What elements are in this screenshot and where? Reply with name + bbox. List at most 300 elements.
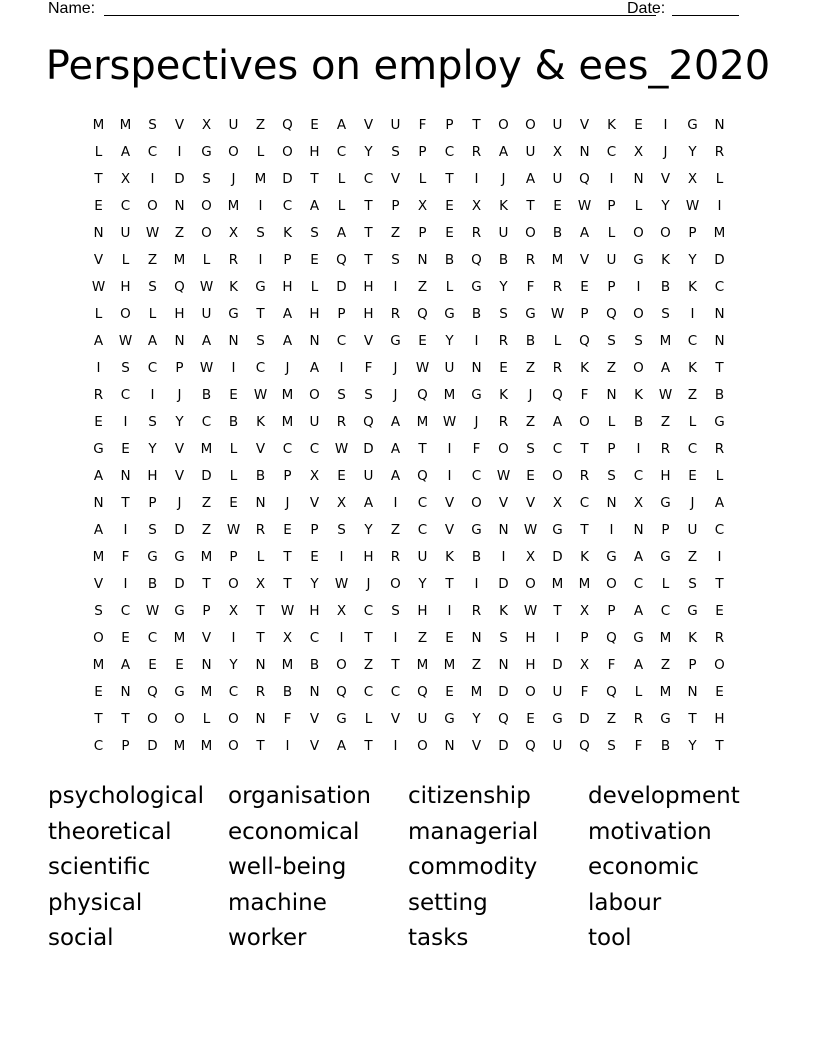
grid-letter[interactable]: X: [336, 603, 347, 619]
grid-letter[interactable]: S: [634, 333, 643, 349]
grid-letter[interactable]: T: [580, 522, 589, 538]
grid-letter[interactable]: P: [607, 603, 616, 619]
grid-letter[interactable]: B: [282, 684, 293, 700]
grid-letter[interactable]: R: [633, 711, 644, 727]
grid-letter[interactable]: B: [309, 657, 320, 673]
grid-letter[interactable]: U: [552, 171, 563, 187]
grid-letter[interactable]: X: [120, 171, 131, 187]
grid-letter[interactable]: Q: [282, 117, 293, 133]
grid-letter[interactable]: N: [633, 522, 644, 538]
grid-letter[interactable]: M: [173, 252, 186, 268]
grid-letter[interactable]: I: [393, 630, 398, 646]
grid-letter[interactable]: J: [231, 171, 236, 187]
grid-letter[interactable]: D: [552, 549, 563, 565]
grid-letter[interactable]: T: [256, 603, 265, 619]
grid-letter[interactable]: W: [577, 198, 592, 214]
grid-letter[interactable]: S: [256, 333, 265, 349]
grid-letter[interactable]: C: [255, 360, 266, 376]
grid-letter[interactable]: T: [580, 441, 589, 457]
grid-letter[interactable]: O: [93, 630, 104, 646]
grid-letter[interactable]: N: [120, 684, 131, 700]
grid-letter[interactable]: R: [552, 360, 563, 376]
grid-letter[interactable]: D: [579, 711, 590, 727]
grid-letter[interactable]: Y: [472, 711, 481, 727]
grid-letter[interactable]: S: [526, 441, 535, 457]
grid-letter[interactable]: Q: [336, 684, 347, 700]
grid-letter[interactable]: I: [123, 522, 128, 538]
grid-letter[interactable]: K: [445, 549, 454, 565]
grid-letter[interactable]: V: [309, 738, 320, 754]
grid-letter[interactable]: T: [715, 738, 724, 754]
grid-letter[interactable]: A: [309, 198, 320, 214]
grid-letter[interactable]: Y: [445, 333, 454, 349]
grid-letter[interactable]: G: [390, 333, 401, 349]
grid-letter[interactable]: T: [256, 630, 265, 646]
grid-letter[interactable]: R: [390, 306, 401, 322]
grid-letter[interactable]: G: [174, 549, 185, 565]
grid-letter[interactable]: L: [229, 441, 238, 457]
grid-letter[interactable]: E: [121, 630, 130, 646]
grid-letter[interactable]: S: [202, 171, 211, 187]
grid-letter[interactable]: M: [281, 657, 294, 673]
grid-letter[interactable]: B: [498, 252, 509, 268]
grid-letter[interactable]: N: [93, 225, 104, 241]
grid-letter[interactable]: A: [120, 657, 131, 673]
grid-letter[interactable]: G: [633, 252, 644, 268]
grid-letter[interactable]: C: [417, 495, 428, 511]
grid-letter[interactable]: M: [200, 549, 213, 565]
grid-letter[interactable]: E: [445, 198, 454, 214]
grid-letter[interactable]: B: [228, 414, 239, 430]
grid-letter[interactable]: R: [498, 414, 509, 430]
grid-letter[interactable]: G: [147, 549, 158, 565]
grid-letter[interactable]: T: [364, 252, 373, 268]
grid-letter[interactable]: E: [94, 684, 103, 700]
grid-letter[interactable]: O: [390, 576, 401, 592]
grid-letter[interactable]: X: [552, 495, 563, 511]
grid-letter[interactable]: P: [607, 279, 616, 295]
grid-letter[interactable]: J: [177, 387, 182, 403]
grid-letter[interactable]: T: [364, 198, 373, 214]
grid-letter[interactable]: U: [444, 360, 455, 376]
grid-letter[interactable]: T: [688, 711, 697, 727]
grid-letter[interactable]: L: [418, 171, 427, 187]
grid-letter[interactable]: I: [690, 306, 695, 322]
grid-letter[interactable]: W: [145, 603, 160, 619]
grid-letter[interactable]: M: [200, 441, 213, 457]
grid-letter[interactable]: Q: [606, 630, 617, 646]
grid-letter[interactable]: O: [228, 144, 239, 160]
grid-letter[interactable]: J: [393, 387, 398, 403]
grid-letter[interactable]: C: [282, 441, 293, 457]
grid-letter[interactable]: E: [337, 468, 346, 484]
grid-letter[interactable]: H: [525, 630, 536, 646]
grid-letter[interactable]: B: [633, 414, 644, 430]
grid-letter[interactable]: R: [471, 144, 482, 160]
grid-letter[interactable]: X: [552, 144, 563, 160]
grid-letter[interactable]: U: [498, 225, 509, 241]
grid-letter[interactable]: O: [147, 711, 158, 727]
grid-letter[interactable]: F: [418, 117, 427, 133]
grid-letter[interactable]: A: [633, 549, 644, 565]
grid-letter[interactable]: O: [579, 414, 590, 430]
grid-letter[interactable]: L: [310, 279, 319, 295]
grid-letter[interactable]: Q: [336, 252, 347, 268]
grid-letter[interactable]: W: [118, 333, 133, 349]
grid-letter[interactable]: G: [471, 522, 482, 538]
grid-letter[interactable]: K: [499, 603, 508, 619]
grid-letter[interactable]: T: [256, 738, 265, 754]
grid-letter[interactable]: A: [147, 333, 158, 349]
grid-letter[interactable]: I: [555, 630, 560, 646]
grid-letter[interactable]: M: [578, 576, 591, 592]
grid-letter[interactable]: G: [471, 279, 482, 295]
grid-letter[interactable]: S: [688, 576, 697, 592]
grid-letter[interactable]: T: [283, 576, 292, 592]
grid-letter[interactable]: W: [199, 360, 214, 376]
grid-letter[interactable]: J: [690, 495, 695, 511]
grid-letter[interactable]: R: [471, 603, 482, 619]
grid-letter[interactable]: C: [417, 522, 428, 538]
grid-letter[interactable]: N: [471, 360, 482, 376]
grid-letter[interactable]: Y: [499, 279, 508, 295]
grid-letter[interactable]: P: [283, 252, 292, 268]
grid-letter[interactable]: O: [417, 738, 428, 754]
grid-letter[interactable]: A: [633, 657, 644, 673]
grid-letter[interactable]: N: [255, 657, 266, 673]
grid-letter[interactable]: O: [525, 576, 536, 592]
grid-letter[interactable]: J: [177, 495, 182, 511]
grid-letter[interactable]: E: [283, 522, 292, 538]
grid-letter[interactable]: C: [660, 603, 671, 619]
grid-letter[interactable]: C: [309, 441, 320, 457]
grid-letter[interactable]: T: [364, 738, 373, 754]
grid-letter[interactable]: V: [579, 252, 590, 268]
grid-letter[interactable]: L: [634, 684, 643, 700]
grid-letter[interactable]: S: [607, 333, 616, 349]
grid-letter[interactable]: S: [391, 603, 400, 619]
grid-letter[interactable]: F: [364, 360, 373, 376]
grid-letter[interactable]: G: [471, 387, 482, 403]
grid-letter[interactable]: G: [606, 549, 617, 565]
grid-letter[interactable]: H: [309, 603, 320, 619]
grid-letter[interactable]: Z: [687, 549, 698, 565]
grid-letter[interactable]: P: [661, 522, 670, 538]
grid-letter[interactable]: I: [474, 576, 479, 592]
grid-letter[interactable]: K: [283, 225, 292, 241]
grid-letter[interactable]: Z: [174, 225, 185, 241]
grid-letter[interactable]: P: [607, 441, 616, 457]
grid-letter[interactable]: U: [120, 225, 131, 241]
grid-letter[interactable]: Z: [417, 630, 428, 646]
grid-letter[interactable]: Z: [471, 657, 482, 673]
grid-letter[interactable]: T: [391, 657, 400, 673]
grid-letter[interactable]: P: [283, 468, 292, 484]
grid-letter[interactable]: J: [501, 171, 506, 187]
grid-letter[interactable]: O: [525, 684, 536, 700]
grid-letter[interactable]: T: [94, 711, 103, 727]
grid-letter[interactable]: E: [310, 117, 319, 133]
grid-letter[interactable]: E: [445, 225, 454, 241]
grid-letter[interactable]: U: [228, 117, 239, 133]
grid-letter[interactable]: M: [227, 198, 240, 214]
grid-letter[interactable]: O: [525, 225, 536, 241]
grid-letter[interactable]: J: [663, 144, 668, 160]
grid-letter[interactable]: B: [471, 306, 482, 322]
grid-letter[interactable]: W: [91, 279, 106, 295]
grid-letter[interactable]: T: [553, 603, 562, 619]
grid-letter[interactable]: O: [606, 576, 617, 592]
grid-letter[interactable]: N: [417, 252, 428, 268]
grid-letter[interactable]: V: [255, 441, 266, 457]
grid-letter[interactable]: L: [337, 198, 346, 214]
grid-letter[interactable]: W: [442, 414, 457, 430]
grid-letter[interactable]: U: [552, 684, 563, 700]
grid-letter[interactable]: B: [552, 225, 563, 241]
grid-letter[interactable]: M: [551, 252, 564, 268]
grid-letter[interactable]: Z: [525, 360, 536, 376]
grid-letter[interactable]: A: [390, 414, 401, 430]
grid-letter[interactable]: E: [715, 684, 724, 700]
grid-letter[interactable]: U: [606, 252, 617, 268]
grid-letter[interactable]: I: [636, 279, 641, 295]
grid-letter[interactable]: K: [688, 279, 697, 295]
grid-letter[interactable]: F: [121, 549, 130, 565]
grid-letter[interactable]: T: [121, 495, 130, 511]
grid-letter[interactable]: C: [93, 738, 104, 754]
grid-letter[interactable]: N: [255, 495, 266, 511]
grid-letter[interactable]: A: [552, 414, 563, 430]
grid-letter[interactable]: W: [658, 387, 673, 403]
grid-letter[interactable]: R: [552, 279, 563, 295]
grid-letter[interactable]: S: [391, 252, 400, 268]
grid-letter[interactable]: V: [390, 171, 401, 187]
grid-letter[interactable]: I: [339, 360, 344, 376]
grid-letter[interactable]: V: [174, 117, 185, 133]
grid-letter[interactable]: E: [526, 711, 535, 727]
grid-letter[interactable]: S: [661, 306, 670, 322]
grid-letter[interactable]: I: [474, 171, 479, 187]
grid-letter[interactable]: S: [148, 279, 157, 295]
grid-letter[interactable]: A: [660, 360, 671, 376]
grid-letter[interactable]: H: [660, 468, 671, 484]
grid-letter[interactable]: F: [634, 738, 643, 754]
grid-letter[interactable]: Z: [255, 117, 266, 133]
grid-letter[interactable]: K: [229, 279, 238, 295]
grid-letter[interactable]: K: [256, 414, 265, 430]
grid-letter[interactable]: U: [201, 306, 212, 322]
grid-letter[interactable]: Q: [417, 306, 428, 322]
grid-letter[interactable]: D: [147, 738, 158, 754]
grid-letter[interactable]: V: [444, 495, 455, 511]
grid-letter[interactable]: D: [174, 522, 185, 538]
grid-letter[interactable]: J: [285, 495, 290, 511]
grid-letter[interactable]: X: [687, 171, 698, 187]
grid-letter[interactable]: P: [310, 522, 319, 538]
grid-letter[interactable]: Y: [418, 576, 427, 592]
grid-letter[interactable]: A: [579, 225, 590, 241]
grid-letter[interactable]: Z: [417, 279, 428, 295]
grid-letter[interactable]: E: [580, 279, 589, 295]
grid-letter[interactable]: F: [607, 657, 616, 673]
grid-letter[interactable]: W: [253, 387, 268, 403]
grid-letter[interactable]: E: [94, 198, 103, 214]
grid-letter[interactable]: V: [525, 495, 536, 511]
grid-letter[interactable]: G: [552, 711, 563, 727]
grid-letter[interactable]: D: [498, 684, 509, 700]
grid-letter[interactable]: S: [148, 117, 157, 133]
grid-letter[interactable]: L: [688, 414, 697, 430]
grid-letter[interactable]: P: [148, 495, 157, 511]
grid-letter[interactable]: C: [633, 468, 644, 484]
grid-letter[interactable]: U: [687, 522, 698, 538]
grid-letter[interactable]: O: [633, 360, 644, 376]
grid-letter[interactable]: G: [444, 711, 455, 727]
grid-letter[interactable]: I: [339, 630, 344, 646]
grid-letter[interactable]: N: [309, 333, 320, 349]
grid-letter[interactable]: W: [199, 279, 214, 295]
grid-letter[interactable]: R: [714, 144, 725, 160]
grid-letter[interactable]: W: [280, 603, 295, 619]
grid-letter[interactable]: G: [255, 279, 266, 295]
grid-letter[interactable]: Z: [660, 414, 671, 430]
grid-letter[interactable]: E: [310, 549, 319, 565]
grid-letter[interactable]: X: [228, 603, 239, 619]
grid-letter[interactable]: E: [445, 684, 454, 700]
grid-letter[interactable]: Q: [417, 468, 428, 484]
grid-letter[interactable]: Z: [687, 387, 698, 403]
grid-letter[interactable]: M: [92, 657, 105, 673]
grid-letter[interactable]: V: [363, 117, 374, 133]
grid-letter[interactable]: Z: [390, 225, 401, 241]
grid-letter[interactable]: I: [96, 360, 101, 376]
grid-letter[interactable]: W: [226, 522, 241, 538]
grid-letter[interactable]: I: [150, 171, 155, 187]
grid-letter[interactable]: S: [148, 522, 157, 538]
grid-letter[interactable]: G: [93, 441, 104, 457]
grid-letter[interactable]: S: [607, 738, 616, 754]
grid-letter[interactable]: Z: [363, 657, 374, 673]
grid-letter[interactable]: B: [255, 468, 266, 484]
grid-letter[interactable]: R: [525, 252, 536, 268]
grid-letter[interactable]: U: [309, 414, 320, 430]
grid-letter[interactable]: F: [580, 387, 589, 403]
grid-letter[interactable]: S: [391, 144, 400, 160]
grid-letter[interactable]: Z: [201, 522, 212, 538]
grid-letter[interactable]: L: [256, 549, 265, 565]
grid-letter[interactable]: D: [201, 468, 212, 484]
grid-letter[interactable]: A: [93, 468, 104, 484]
grid-letter[interactable]: V: [390, 711, 401, 727]
grid-letter[interactable]: E: [175, 657, 184, 673]
grid-letter[interactable]: L: [148, 306, 157, 322]
grid-letter[interactable]: E: [94, 414, 103, 430]
grid-letter[interactable]: N: [606, 495, 617, 511]
grid-letter[interactable]: Z: [606, 360, 617, 376]
grid-letter[interactable]: I: [339, 549, 344, 565]
grid-letter[interactable]: M: [713, 225, 726, 241]
grid-letter[interactable]: A: [93, 522, 104, 538]
grid-letter[interactable]: N: [714, 117, 725, 133]
grid-letter[interactable]: M: [119, 117, 132, 133]
grid-letter[interactable]: I: [123, 414, 128, 430]
grid-letter[interactable]: L: [94, 144, 103, 160]
grid-letter[interactable]: G: [525, 306, 536, 322]
grid-letter[interactable]: I: [258, 252, 263, 268]
grid-letter[interactable]: R: [660, 441, 671, 457]
grid-letter[interactable]: C: [687, 333, 698, 349]
grid-letter[interactable]: E: [229, 387, 238, 403]
grid-letter[interactable]: A: [390, 468, 401, 484]
grid-letter[interactable]: G: [660, 495, 671, 511]
grid-letter[interactable]: U: [525, 144, 536, 160]
grid-letter[interactable]: W: [334, 576, 349, 592]
grid-letter[interactable]: B: [444, 252, 455, 268]
grid-letter[interactable]: I: [474, 333, 479, 349]
grid-letter[interactable]: B: [660, 279, 671, 295]
grid-letter[interactable]: C: [336, 144, 347, 160]
grid-letter[interactable]: M: [200, 684, 213, 700]
grid-letter[interactable]: H: [714, 711, 725, 727]
grid-letter[interactable]: P: [580, 306, 589, 322]
grid-letter[interactable]: W: [523, 603, 538, 619]
grid-letter[interactable]: O: [147, 198, 158, 214]
grid-letter[interactable]: F: [283, 711, 292, 727]
grid-letter[interactable]: Q: [147, 684, 158, 700]
grid-letter[interactable]: V: [93, 252, 104, 268]
grid-letter[interactable]: G: [633, 630, 644, 646]
grid-letter[interactable]: M: [92, 549, 105, 565]
grid-letter[interactable]: O: [120, 306, 131, 322]
grid-letter[interactable]: X: [255, 576, 266, 592]
grid-letter[interactable]: Z: [606, 711, 617, 727]
grid-letter[interactable]: B: [714, 387, 725, 403]
grid-letter[interactable]: J: [474, 414, 479, 430]
grid-letter[interactable]: D: [174, 171, 185, 187]
grid-letter[interactable]: O: [525, 117, 536, 133]
grid-letter[interactable]: P: [175, 360, 184, 376]
grid-letter[interactable]: I: [717, 549, 722, 565]
grid-letter[interactable]: C: [147, 360, 158, 376]
grid-letter[interactable]: C: [606, 144, 617, 160]
grid-letter[interactable]: I: [501, 549, 506, 565]
grid-letter[interactable]: W: [550, 306, 565, 322]
grid-letter[interactable]: O: [228, 576, 239, 592]
grid-letter[interactable]: C: [552, 441, 563, 457]
grid-letter[interactable]: C: [201, 414, 212, 430]
grid-letter[interactable]: W: [523, 522, 538, 538]
grid-letter[interactable]: E: [526, 468, 535, 484]
grid-letter[interactable]: D: [363, 441, 374, 457]
grid-letter[interactable]: B: [147, 576, 158, 592]
grid-letter[interactable]: M: [281, 387, 294, 403]
grid-letter[interactable]: X: [633, 144, 644, 160]
grid-letter[interactable]: G: [687, 603, 698, 619]
grid-letter[interactable]: O: [660, 225, 671, 241]
grid-letter[interactable]: Z: [147, 252, 158, 268]
grid-letter[interactable]: L: [94, 306, 103, 322]
grid-letter[interactable]: Y: [688, 252, 697, 268]
grid-letter[interactable]: S: [121, 360, 130, 376]
grid-letter[interactable]: C: [147, 630, 158, 646]
grid-letter[interactable]: D: [282, 171, 293, 187]
grid-letter[interactable]: E: [418, 333, 427, 349]
grid-letter[interactable]: T: [121, 711, 130, 727]
grid-letter[interactable]: L: [715, 171, 724, 187]
grid-letter[interactable]: Q: [579, 333, 590, 349]
grid-letter[interactable]: L: [445, 279, 454, 295]
grid-letter[interactable]: R: [93, 387, 104, 403]
